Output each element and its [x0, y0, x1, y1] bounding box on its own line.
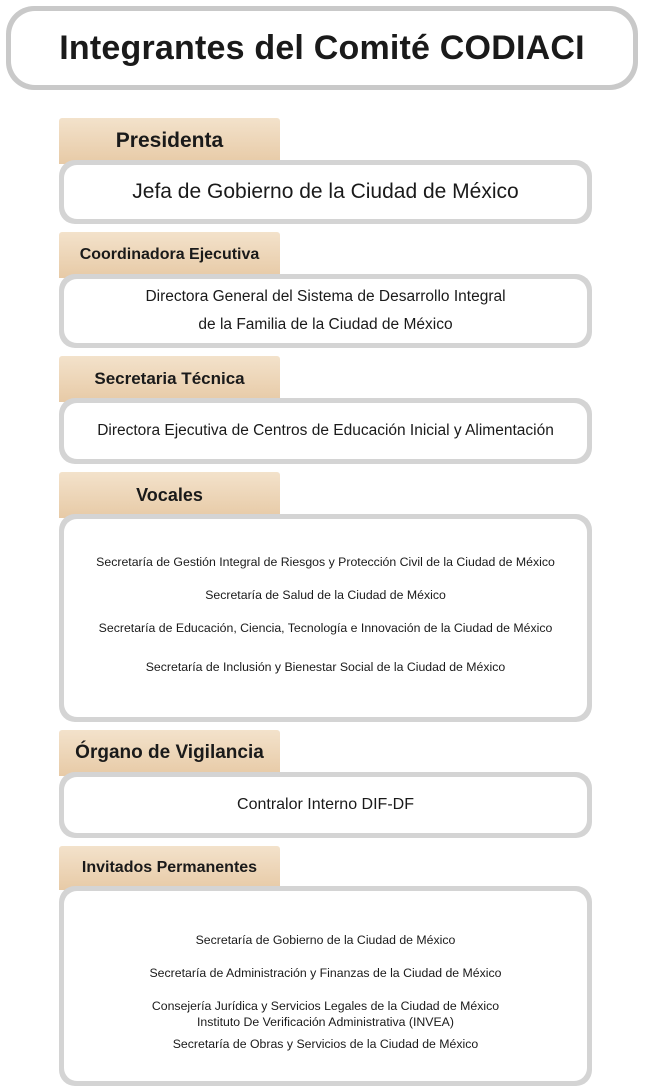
member-text: Secretaría de Gestión Integral de Riesgos y Protección Civil de la Ciudad de México [96, 555, 555, 569]
section-box-secretaria [59, 398, 592, 464]
member-text: Secretaría de Administración y Finanzas de la Ciudad de México [149, 966, 502, 980]
member-text: Jefa de Gobierno de la Ciudad de México [132, 180, 519, 203]
member-text: Secretaría de Inclusión y Bienestar Social de la Ciudad de México [145, 660, 506, 674]
member-text: Secretaría de Salud de la Ciudad de México [205, 588, 446, 602]
member-text: Contralor Interno DIF-DF [237, 796, 414, 813]
member-text: Secretaría de Obras y Servicios de la Ciudad de México [172, 1037, 479, 1051]
section-box-invitados [59, 886, 592, 1086]
section-box-coordinadora [59, 274, 592, 348]
member-text: Consejería Jurídica y Servicios Legales de la Ciudad de México [151, 999, 500, 1013]
member-text: Directora General del Sistema de Desarrollo Integral [145, 288, 506, 305]
section-label-invitados: Invitados Permanentes [59, 846, 280, 890]
section-label-presidenta: Presidenta [59, 118, 280, 164]
section-label-secretaria: Secretaria Técnica [59, 356, 280, 402]
member-text: Secretaría de Gobierno de la Ciudad de México [195, 933, 456, 947]
section-label-coordinadora: Coordinadora Ejecutiva [59, 232, 280, 278]
member-text: Directora Ejecutiva de Centros de Educación Inicial y Alimentación [97, 422, 554, 439]
section-label-organo: Órgano de Vigilancia [59, 730, 280, 776]
member-text: de la Familia de la Ciudad de México [198, 316, 453, 333]
page-title: Integrantes del Comité CODIACI [11, 11, 633, 85]
section-label-vocales: Vocales [59, 472, 280, 518]
section-box-organo [59, 772, 592, 838]
section-box-vocales [59, 514, 592, 722]
title-frame [6, 6, 638, 90]
member-text: Instituto De Verificación Administrativa (INVEA) [197, 1015, 454, 1029]
member-text: Secretaría de Educación, Ciencia, Tecnología e Innovación de la Ciudad de México [98, 621, 553, 635]
section-box-presidenta [59, 160, 592, 224]
